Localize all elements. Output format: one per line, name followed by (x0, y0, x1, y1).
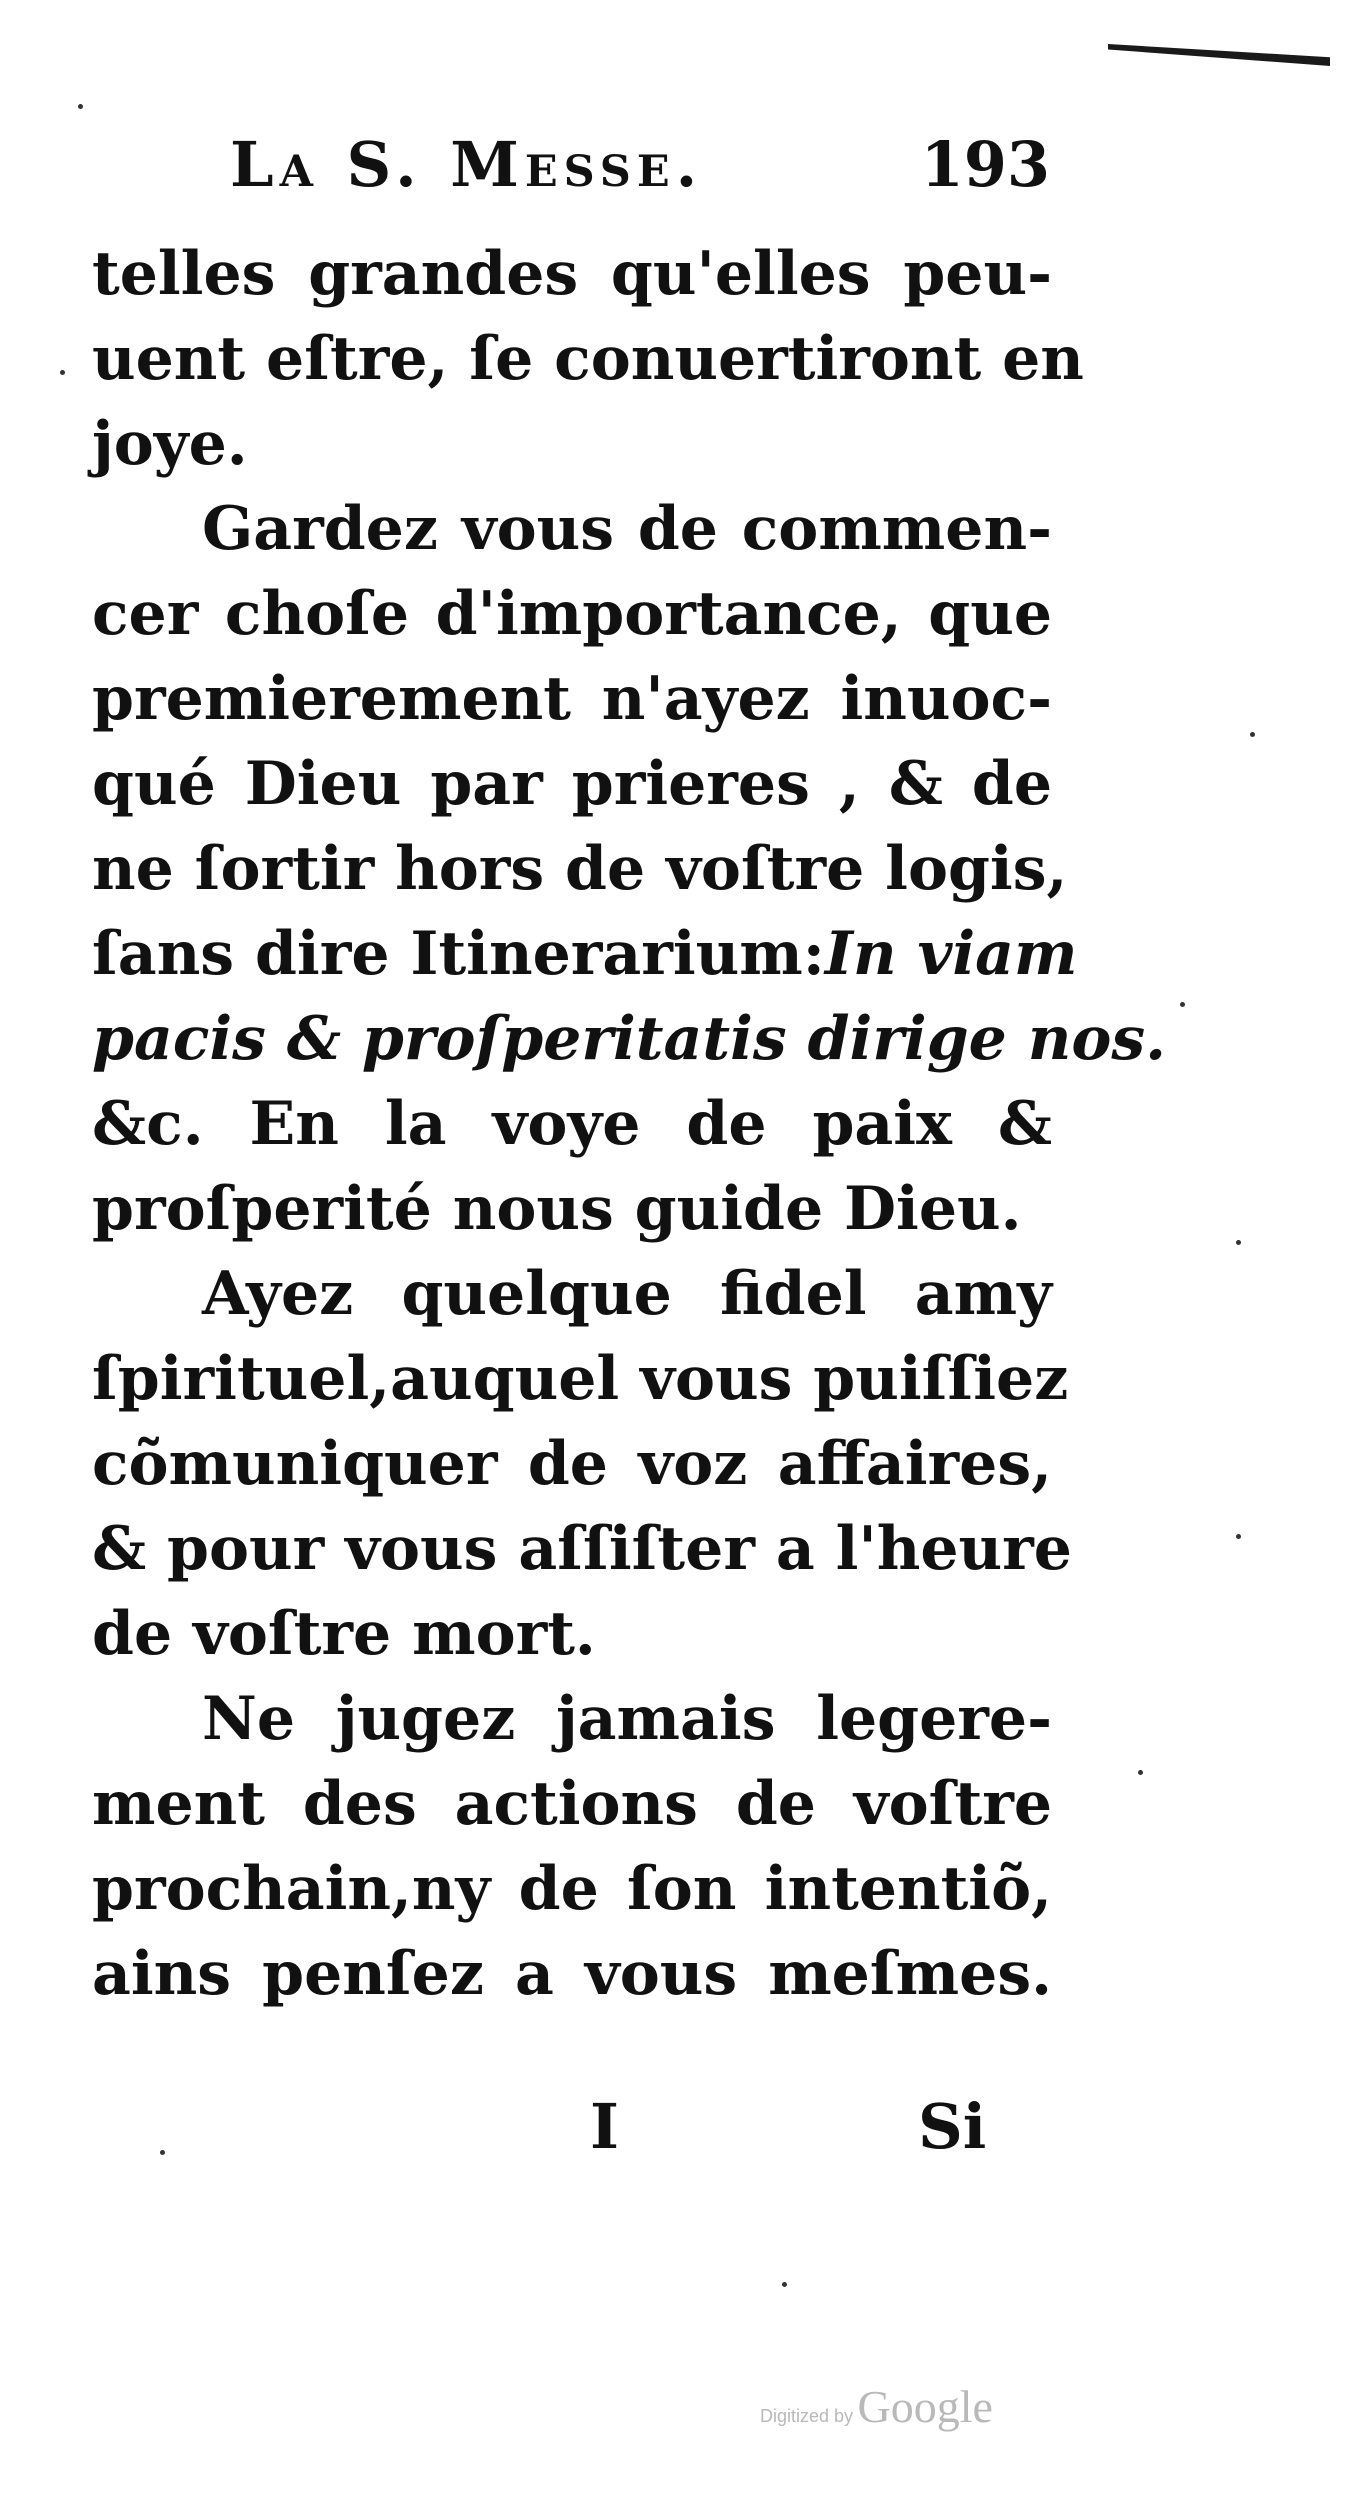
ink-speck (160, 2150, 165, 2155)
text-line: qué Dieu par prieres , & de (92, 749, 1052, 819)
ink-speck (1250, 732, 1255, 737)
text-line-roman: ſans dire Itinerarium: (92, 919, 825, 989)
text-line: cõmuniquer de voz affaires, (92, 1429, 1052, 1499)
text-line: de voſtre mort. (92, 1599, 596, 1669)
digitization-watermark (760, 2380, 993, 2433)
ink-speck (782, 2282, 787, 2287)
ink-speck (1236, 1240, 1241, 1245)
paragraph-start-line: Gardez vous de commen- (202, 494, 1052, 564)
text-line: prochain,ny de ſon intentiõ, (92, 1854, 1052, 1924)
running-head: La S. Messe. (230, 128, 704, 201)
text-line: ſpirituel,auquel vous puiſſiez (92, 1344, 1069, 1414)
text-line: ne ſortir hors de voſtre logis, (92, 834, 1068, 904)
watermark-brand: Google (857, 2381, 993, 2432)
text-line: premierement n'ayez inuoc- (92, 664, 1052, 734)
text-line: & pour vous aſſiſter a l'heure (92, 1514, 1072, 1584)
ink-speck (1236, 1534, 1241, 1539)
text-line: uent eſtre, ſe conuertiront en (92, 324, 1084, 394)
catchword: Si (918, 2090, 987, 2163)
paragraph-start-line: Ayez quelque fidel amy (202, 1259, 1052, 1329)
body-text (92, 232, 1167, 2017)
page-edge-mark (1108, 44, 1330, 66)
text-line: telles grandes qu'elles peu- (92, 239, 1052, 309)
page-header (230, 128, 1050, 208)
latin-line: pacis & proſperitatis dirige nos. (92, 1004, 1167, 1074)
text-line (92, 912, 1078, 997)
text-line: joye. (92, 409, 248, 479)
text-line: ment des actions de voſtre (92, 1769, 1052, 1839)
ink-speck (1180, 1002, 1185, 1007)
text-line: proſperité nous guide Dieu. (92, 1174, 1022, 1244)
paragraph-start-line: Ne jugez jamais legere- (202, 1684, 1052, 1754)
signature-mark: I (590, 2090, 620, 2163)
watermark-prefix: Digitized by (760, 2406, 854, 2426)
page-number: 193 (920, 128, 1050, 201)
text-line: ains penſez a vous meſmes. (92, 1939, 1052, 2009)
ink-speck (78, 104, 83, 109)
ink-speck (60, 370, 65, 375)
latin-phrase: In viam (824, 919, 1078, 989)
text-line: cer choſe d'importance, que (92, 579, 1052, 649)
text-line: &c. En la voye de paix & (92, 1089, 1052, 1159)
ink-speck (1138, 1770, 1143, 1775)
